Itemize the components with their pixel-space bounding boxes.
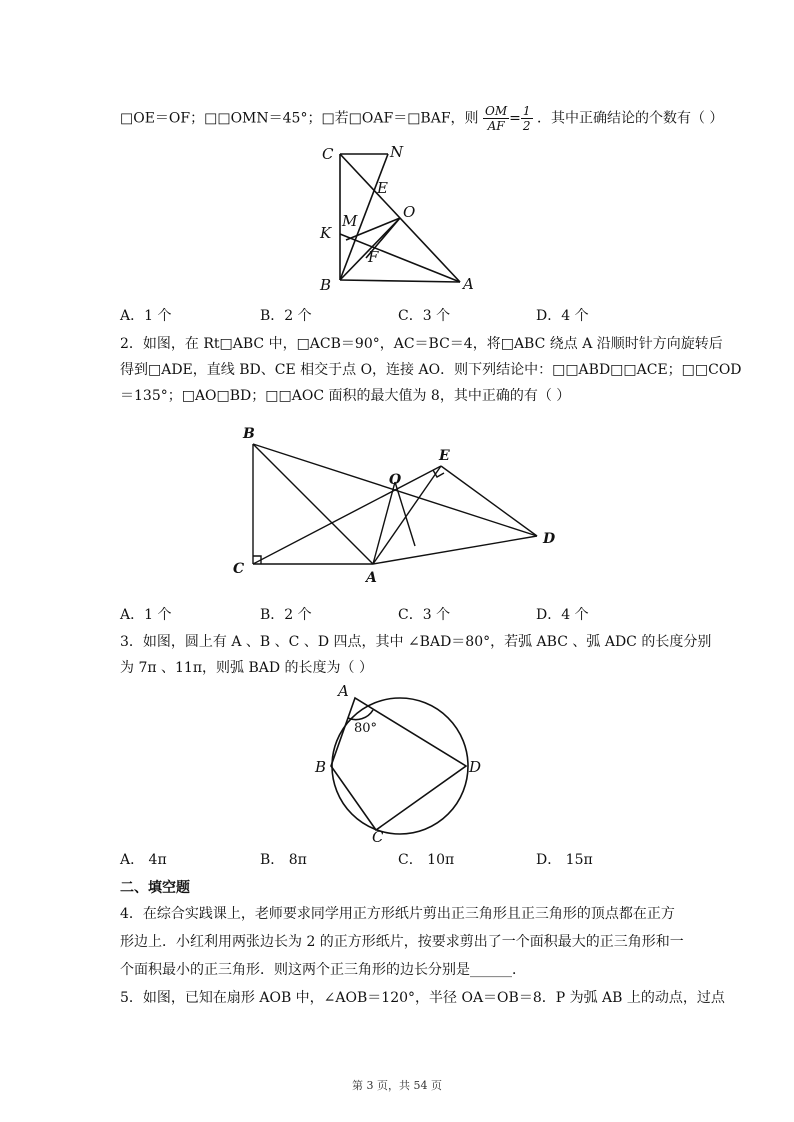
- q1-label-o: O: [403, 203, 416, 221]
- q2-text-line1: 2．如图，在 Rt□ABC 中，□ACB＝90°，AC＝BC＝4，将□ABC 绕点 A 沿顺时针方向旋转后: [120, 336, 723, 352]
- q5-text-line1: 5．如图，已知在扇形 AOB 中，∠AOB＝120°，半径 OA＝OB＝8．P 为弧 AB 上的动点，过点: [120, 990, 725, 1006]
- q1-fraction: [483, 104, 509, 133]
- q1-option-b[interactable]: B．2 个: [260, 308, 312, 324]
- q2-label-a: A: [366, 570, 377, 586]
- q1-fraction-half: [521, 104, 533, 133]
- q2-label-e: E: [439, 448, 450, 464]
- q1-frac-den: AF: [487, 119, 505, 133]
- q1-half-den: 2: [522, 119, 531, 133]
- q1-condition-line: □OE＝OF；□□OMN＝45°；□若□OAF＝□BAF，则 $\frac{OM}{AF}$ = $\frac{1}{2}$ ．其中正确结论的个数有（ ）: [120, 104, 724, 133]
- section-title-fill-in: 二、填空题: [120, 880, 190, 896]
- q1-condition-text: □OE＝OF；□□OMN＝45°；□若□OAF＝□BAF，则: [120, 110, 479, 127]
- q3-label-a: A: [338, 682, 349, 700]
- q1-figure: [310, 140, 490, 300]
- q1-option-a[interactable]: A．1 个: [120, 308, 172, 324]
- q1-option-c[interactable]: C．3 个: [398, 308, 451, 324]
- q3-label-c: C: [372, 828, 384, 846]
- q1-frac-num: OM: [485, 104, 508, 118]
- q3-angle-label: 80°: [354, 721, 378, 736]
- q1-label-a: A: [463, 275, 474, 293]
- q2-text-line3: ＝135°；□AO□BD；□□AOC 面积的最大值为 8，其中正确的有（ ）: [120, 388, 571, 404]
- q1-label-f: F: [368, 248, 379, 266]
- q4-text-line2: 形边上．小红利用两张边长为 2 的正方形纸片，按要求剪出了一个面积最大的正三角形和一: [120, 934, 684, 950]
- q2-label-c: C: [233, 561, 245, 577]
- q1-label-n: N: [390, 143, 404, 161]
- q2-option-b[interactable]: B．2 个: [260, 607, 312, 623]
- q2-option-c[interactable]: C．3 个: [398, 607, 451, 623]
- q1-label-b: B: [320, 276, 332, 294]
- q2-options: [120, 604, 680, 624]
- q2-label-o: O: [389, 472, 402, 488]
- q1-tail-text: ．其中正确结论的个数有（ ）: [536, 110, 724, 127]
- q4-text-line1: 4．在综合实践课上，老师要求同学用正方形纸片剪出正三角形且正三角形的顶点都在正方: [120, 906, 675, 922]
- q1-label-c: C: [322, 145, 334, 163]
- q3-option-d[interactable]: D． 15π: [536, 852, 593, 868]
- q3-options: [120, 849, 680, 869]
- q2-figure: [225, 420, 575, 590]
- q3-label-b: B: [315, 758, 327, 776]
- q2-text-line2: 得到□ADE，直线 BD、CE 相交于点 O，连接 AO．则下列结论中：□□ABD□□ACE；□□COD: [120, 362, 742, 378]
- q1-label-k: K: [320, 224, 332, 242]
- q3-option-b[interactable]: B． 8π: [260, 852, 307, 868]
- q1-options: [120, 305, 680, 325]
- q1-label-m: M: [342, 212, 358, 230]
- q3-text-line2: 为 7π 、11π，则弧 BAD 的长度为（ ）: [120, 660, 373, 676]
- q4-text-line3: 个面积最小的正三角形．则这两个正三角形的边长分别是______．: [120, 962, 526, 978]
- q3-text-line1: 3．如图，圆上有 A 、B 、C 、D 四点，其中 ∠BAD＝80°，若弧 ABC 、弧 ADC 的长度分别: [120, 634, 712, 650]
- q2-option-d[interactable]: D．4 个: [536, 607, 589, 623]
- q3-option-c[interactable]: C． 10π: [398, 852, 455, 868]
- q1-option-d[interactable]: D．4 个: [536, 308, 589, 324]
- q2-label-b: B: [243, 426, 255, 442]
- q3-label-d: D: [469, 758, 482, 776]
- q3-figure: [305, 680, 495, 850]
- q1-half-num: 1: [522, 104, 531, 118]
- q2-label-d: D: [543, 531, 556, 547]
- page-footer: 第 3 页，共 54 页: [352, 1079, 442, 1092]
- q2-option-a[interactable]: A．1 个: [120, 607, 172, 623]
- q3-option-a[interactable]: A． 4π: [120, 852, 167, 868]
- q1-label-e: E: [377, 179, 388, 197]
